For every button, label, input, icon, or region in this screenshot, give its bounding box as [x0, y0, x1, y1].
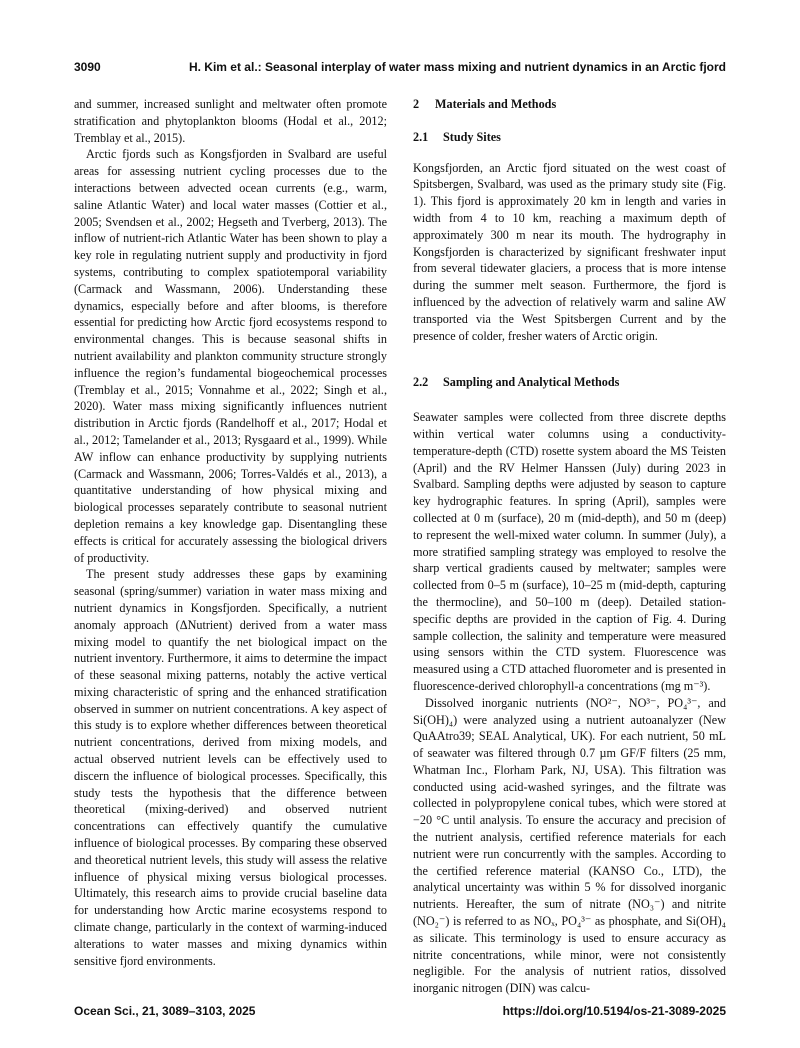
section-number: 2: [413, 97, 420, 111]
page-header: [74, 60, 726, 80]
right-column: [413, 96, 726, 997]
subsection-heading: [413, 129, 726, 146]
left-column: [74, 96, 387, 969]
subsection-number: 2.1: [413, 129, 429, 144]
subsection-heading: [413, 374, 726, 391]
paragraph: and summer, increased sunlight and meltwater often promote stratification and phytoplankton blooms (Hodal et al., 2012; Tremblay et al., 2015).: [74, 97, 387, 145]
subsection-title: Sampling and Analytical Methods: [443, 375, 620, 390]
section-title: Materials and Methods: [435, 97, 557, 111]
page-number: 3090: [74, 60, 101, 74]
running-title: H. Kim et al.: Seasonal interplay of water mass mixing and nutrient dynamics in an Arctic fjord: [188, 60, 726, 74]
paragraph: Dissolved inorganic nutrients (NO²⁻, NO³⁻, PO₄³⁻, and Si(OH)₄) were analyzed using a nutrient autoanalyzer (New QuAAtro39; SEAL Analytical, UK). For each nutrient, 50 mL of seawater was filtered through 0.7 µm GF/F filters (25 mm, Whatman Inc., Florham Park, NJ, USA). This filtration was conducted using acid-washed syringes, and the filtrate was collected in polypropylene conical tubes, which were stored at −20 °C until analysis. To ensure the accuracy and precision of the nutrient analysis, certified reference materials for each nutrient were run concurrently with the samples. According to the certified reference material (KANSO Co., LTD), the analytical uncertainty was within 5 % for dissolved inorganic nutrients. Hereafter, the sum of nitrate (NO₃⁻) and nitrite (NO₂⁻) is referred to as NOₓ, PO₄³⁻ as phosphate, and Si(OH)₄ as silicate. This terminology is used to ensure accuracy as nitrite concentrations, while minor, were not consistently negligible. For the analysis of nutrient ratios, dissolved inorganic nitrogen (DIN) was calcu-: [413, 695, 726, 996]
paragraph: The present study addresses these gaps by examining seasonal (spring/summer) variation in water mass mixing and nutrient dynamics in Kongsfjorden. Specifically, a nutrient anomaly approach (ΔNutrient) derived from a water mass mixing model to quantify the net biological impact on the nutrient inventory. Furthermore, it aims to determine the impact of these seasonal mixing patterns, notably the active vertical mixing characteristic of spring and the enhanced stratification observed in summer on nutrient concentrations. A key aspect of this study is to explore whether differences between theoretical nutrient concentrations, derived from mixing models, and actual observed nutrient levels can be effectively used to discern the influence of biological processes. Specifically, this study tests the hypothesis that the difference between theoretical (mixing-derived) and observed nutrient concentrations can effectively quantify the cumulative influence of biological processes. By comparing these observed and theoretical nutrient levels, this study will assess the relative influence of physical mixing versus biological processes. Ultimately, this research aims to provide crucial baseline data for understanding how Arctic marine ecosystems respond to climate change, particularly in the context of warming-induced alterations to water masses and mixing dynamics within sensitive fjord environments.: [74, 567, 387, 968]
paragraph: Arctic fjords such as Kongsfjorden in Svalbard are useful areas for assessing nutrient cycling processes due to the interactions between advected ocean currents (e.g., warm, saline Atlantic Water) and local water masses (Cottier et al., 2005; Svendsen et al., 2002; Hegseth and Tverberg, 2013). The inflow of nutrient-rich Atlantic Water has been shown to play a key role in regulating nutrient supply and productivity in fjord systems, contributing to complex spatiotemporal variability (Carmack and Wassmann, 2006). Understanding these dynamics, especially before and after blooms, is therefore essential for predicting how Arctic fjord ecosystems respond to environmental changes. This is because seasonal shifts in nutrient availability and plankton community structure strongly influence the region’s fundamental biogeochemical processes (Tremblay et al., 2015; Vonnahme et al., 2022; Singh et al., 2020). Water mass mixing significantly influences nutrient distribution in Arctic fjords (Randelhoff et al., 2017; Hodal et al., 2012; Tamelander et al., 2013; Rysgaard et al., 1999). While AW inflow can enhance productivity by supplying nutrients (Carmack and Wassmann, 2006; Torres-Valdés et al., 2013), a quantitative understanding of how physical mixing and biological processes separately contribute to seasonal nutrient depletion remains a key knowledge gap. Disentangling these effects is critical for accurately assessing the biological drivers of productivity.: [74, 147, 387, 565]
doi-link[interactable]: https://doi.org/10.5194/os-21-3089-2025: [502, 1004, 726, 1018]
paragraph: Seawater samples were collected from three discrete depths within vertical water columns using a conductivity-temperature-depth (CTD) rosette system aboard the MS Teisten (April) and the RV Helmer Hanssen (July) during 2023 in Svalbard. Sampling depths were adjusted by season to capture key hydrographic features. In spring (April), samples were collected at 0 m (surface), 20 m (mid-depth), and 50 m (deep) to represent the well-mixed water column. In summer (July), a more stratified sampling strategy was employed to resolve the sharp vertical gradients caused by meltwater; samples were collected from 0–5 m (surface), 10–25 m (mid-depth, capturing the thermocline), and 50–100 m (deep). Detailed station-specific depths are provided in the caption of Fig. 4. During sample collection, the salinity and temperature were measured using sensors within the CTD system. Fluorescence was measured using a CTD attached fluorometer and is presented in fluorescence-derived chlorophyll-a concentrations (mg m⁻³).: [413, 410, 726, 693]
paragraph: Kongsfjorden, an Arctic fjord situated on the west coast of Spitsbergen, Svalbard, was used as the primary study site (Fig. 1). This fjord is approximately 20 km in length and varies in width from 4 to 10 km, reaching a maximum depth of approximately 300 m near its mouth. The hydrography in Kongsfjorden is characterized by significant freshwater input from several tidewater glaciers, a process that is more intense during the summer melt season. Furthermore, the fjord is influenced by the advection of relatively warm and saline AW transported via the West Spitsbergen Current and by the presence of colder, fresher waters of Arctic origin.: [413, 160, 726, 343]
journal-citation: Ocean Sci., 21, 3089–3103, 2025: [74, 1004, 256, 1018]
page-footer: [74, 1004, 726, 1024]
subsection-number: 2.2: [413, 375, 429, 390]
subsection-title: Study Sites: [443, 129, 501, 144]
section-heading: [413, 96, 726, 113]
